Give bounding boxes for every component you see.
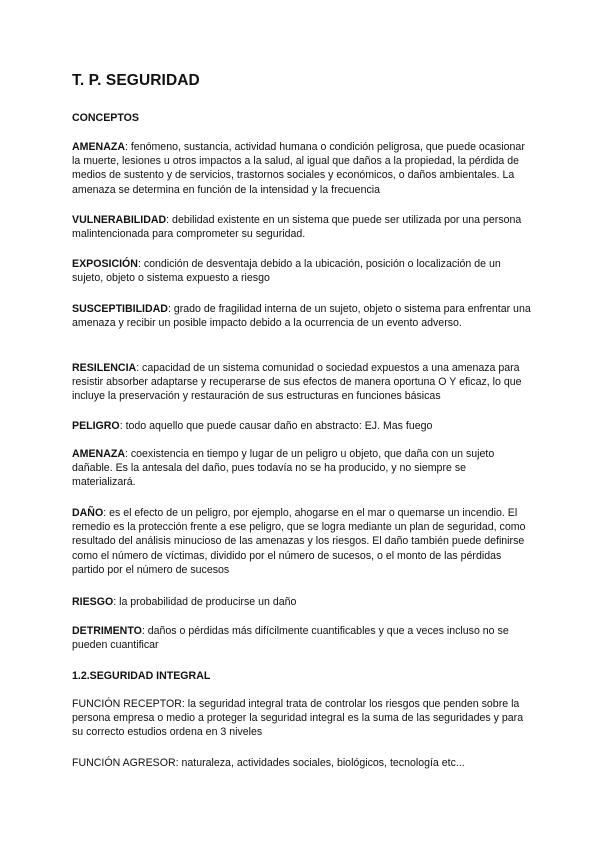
term-label: AMENAZA [72,448,125,460]
definition-text: : coexistencia en tiempo y lugar de un peligro u objeto, que daña con un sujeto dañable. Es la antesala del daño, pues todavía no se ha producido, y no siempre se materializará. [72,448,495,489]
definition-amenaza-2 [72,447,532,490]
definition-exposicion [72,257,532,285]
term-label: VULNERABILIDAD [72,214,167,226]
term-label: PELIGRO [72,420,120,432]
definition-dano [72,506,532,577]
definition-peligro [72,419,532,433]
definition-text: : la probabilidad de producirse un daño [113,596,297,608]
term-label: RIESGO [72,596,114,608]
section-heading-seguridad-integral: 1.2.SEGURIDAD INTEGRAL [72,670,211,682]
term-label: EXPOSICIÓN [72,258,138,270]
definition-text: : debilidad existente en un sistema que puede ser utilizada por una persona malintencionada para comprometer su seguridad. [72,214,522,241]
definition-riesgo [72,595,532,609]
definition-detrimento [72,624,532,652]
definition-text: : capacidad de un sistema comunidad o sociedad expuestos a una amenaza para resistir absorber adaptarse y recuperarse de sus efectos de manera oportuna O Y eficaz, lo que incluye la preservación y restauración de sus estructuras en funciones básicas [72,362,522,403]
funcion-agresor-paragraph: FUNCIÓN AGRESOR: naturaleza, actividades sociales, biológicos, tecnología etc... [72,757,465,769]
term-label: AMENAZA [72,141,125,153]
term-label: DETRIMENTO [72,625,142,637]
section-heading-conceptos: CONCEPTOS [72,112,139,124]
definition-text: : fenómeno, sustancia, actividad humana o condición peligrosa, que puede ocasionar la muerte, lesiones u otros impactos a la salud, al igual que daños a la propiedad, la pérdida de medios de sustento y de servicios, trastornos sociales y económicos, o daños ambientales. La amenaza se determina en función de la intensidad y la frecuencia [72,141,525,196]
definition-amenaza [72,140,532,197]
term-label: SUSCEPTIBILIDAD [72,303,168,315]
term-label: DAÑO [72,507,104,519]
definition-resilencia [72,361,532,404]
term-label: RESILENCIA [72,362,137,374]
definition-text: : todo aquello que puede causar daño en abstracto: EJ. Mas fuego [119,420,433,432]
definition-susceptibilidad [72,302,532,330]
document-title: T. P. SEGURIDAD [72,72,200,89]
definition-text: : es el efecto de un peligro, por ejemplo, ahogarse en el mar o quemarse un incendio. El remedio es la protección frente a ese peligro, que se logra mediante un plan de seguridad, como resultado del análisis minucioso de las amenazas y los riesgos. El daño también puede definirse como el número de víctimas, dividido por el número de sucesos, o el monto de las pérdidas partido por el número de sucesos [72,507,526,576]
definition-text: : daños o pérdidas más difícilmente cuantificables y que a veces incluso no se pueden cuantificar [72,625,509,652]
definition-vulnerabilidad [72,213,532,241]
definition-text: : grado de fragilidad interna de un sujeto, objeto o sistema para enfrentar una amenaza y recibir un posible impacto debido a la ocurrencia de un evento adverso. [72,303,531,330]
definition-text: : condición de desventaja debido a la ubicación, posición o localización de un sujeto, objeto o sistema expuesto a riesgo [72,258,501,285]
funcion-receptor-paragraph: FUNCIÓN RECEPTOR: la seguridad integral trata de controlar los riesgos que penden sobre la persona empresa o medio a proteger la seguridad integral es la suma de las seguridades y para su correcto estudios ordena en 3 niveles [72,698,524,739]
